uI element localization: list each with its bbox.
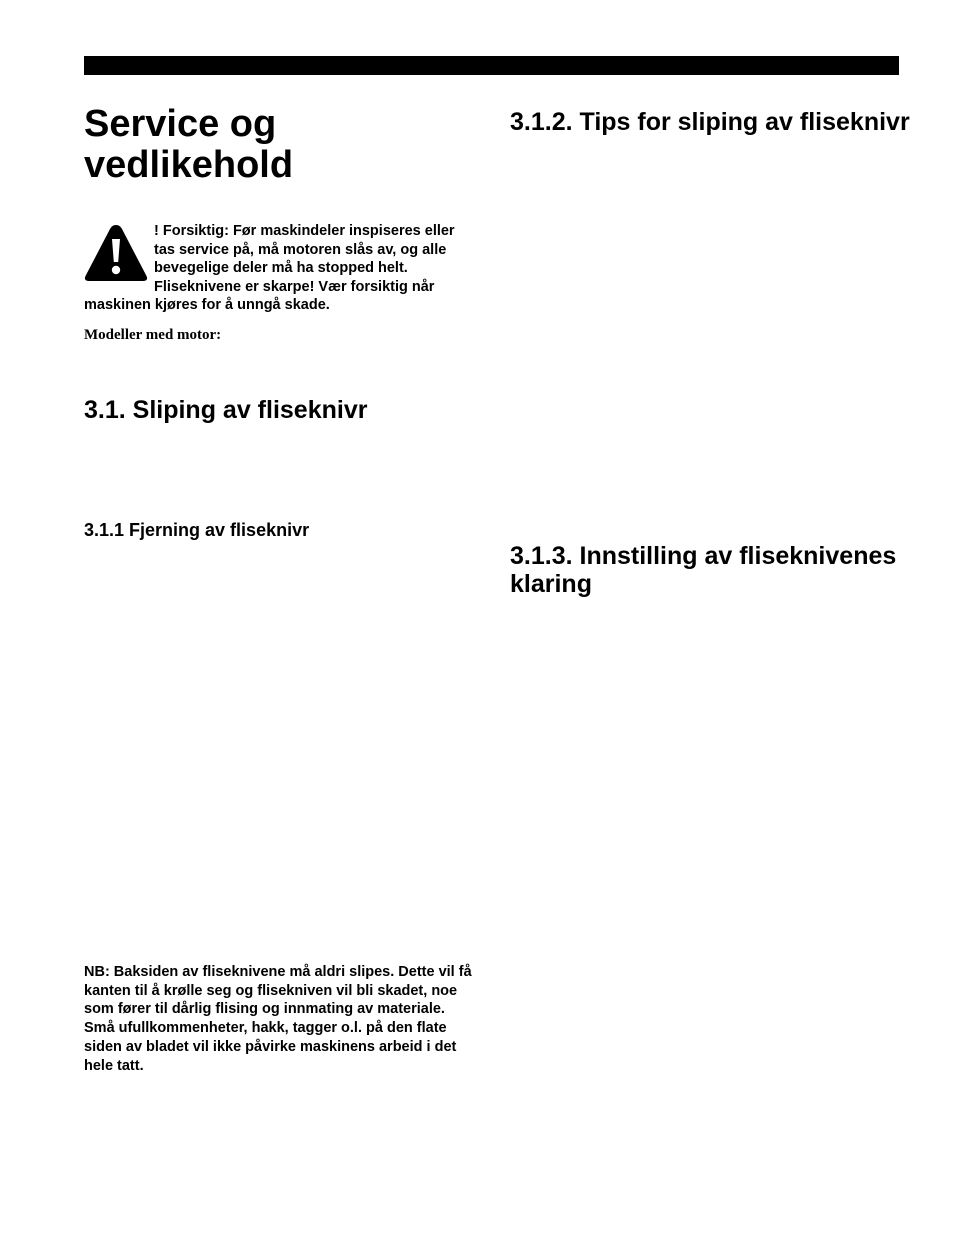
models-label: Modeller med motor: — [84, 327, 222, 343]
page-title — [84, 104, 484, 186]
page-title-line-1: Service og — [84, 103, 277, 145]
section-heading-3-1: 3.1. Sliping av fliseknivr — [84, 396, 368, 424]
page-title-line-2: vedlikehold — [84, 144, 294, 186]
section-heading-3-1-2: 3.1.2. Tips for sliping av fliseknivr — [510, 108, 910, 136]
header-rule — [84, 56, 899, 75]
section-heading-3-1-1: 3.1.1 Fjerning av fliseknivr — [84, 520, 310, 540]
warning-triangle-icon — [84, 224, 148, 282]
note-paragraph: NB: Baksiden av fliseknivene må aldri slipes. Dette vil få kanten til å krølle seg og flisekniven vil bli skadet, noe som fører til dårlig flising og innmating av materiale. Små ufullkommenheter, hakk, tagger o.l. på den flate siden av bladet vil ikke påvirke maskinens arbeid i det hele tatt. — [84, 964, 472, 1074]
section-heading-3-1-3: 3.1.3. Innstilling av fliseknivenes klaring — [510, 542, 897, 598]
warning-block — [84, 222, 469, 315]
warning-text: ! Forsiktig: Før maskindeler inspiseres eller tas service på, må motoren slås av, og alle bevegelige deler må ha stopped helt. Fliseknivene er skarpe! Vær forsiktig når maskinen kjøres for å unngå skade. — [84, 223, 455, 314]
